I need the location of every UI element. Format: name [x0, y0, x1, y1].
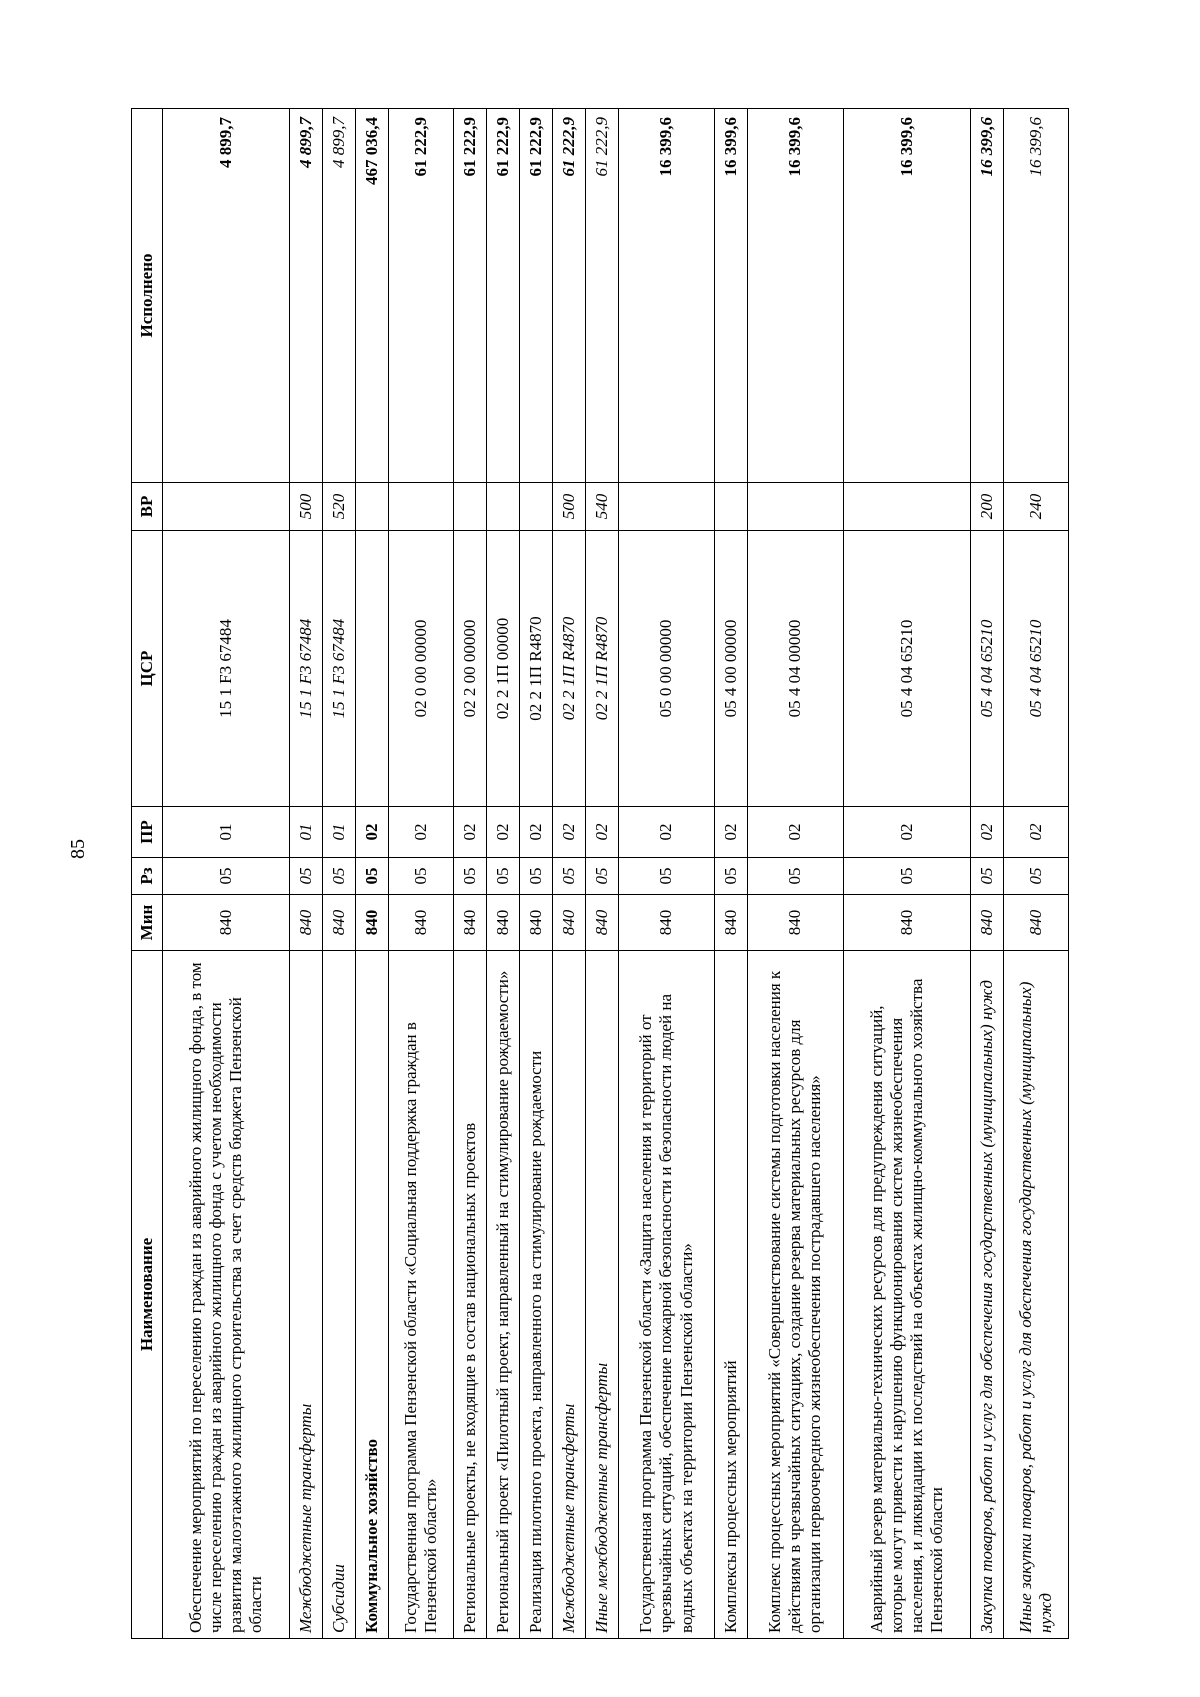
page-number: 85: [67, 839, 89, 859]
cell-vr: 500: [552, 483, 585, 531]
cell-vr: 200: [971, 483, 1004, 531]
cell-name: Реализация пилотного проекта, направленного на стимулирование рождаемости: [519, 951, 552, 1639]
table-row: [356, 109, 389, 1639]
table-row: [290, 109, 323, 1639]
cell-pr: 02: [971, 807, 1004, 858]
cell-name: Региональный проект «Пилотный проект, направленный на стимулирование рождаемости»: [486, 951, 519, 1639]
table-row: [552, 109, 585, 1639]
cell-csr: [356, 531, 389, 807]
cell-vr: [843, 483, 970, 531]
cell-csr: 05 4 04 65210: [1004, 531, 1069, 807]
cell-csr: 02 2 00 00000: [453, 531, 486, 807]
cell-rz: 05: [552, 858, 585, 895]
header-row: [132, 109, 163, 1639]
cell-vr: 240: [1004, 483, 1069, 531]
cell-rz: 05: [389, 858, 453, 895]
cell-min: 840: [843, 895, 970, 951]
cell-min: 840: [1004, 895, 1069, 951]
cell-csr: 15 1 F3 67484: [163, 531, 290, 807]
cell-name: Иные закупки товаров, работ и услуг для обеспечения государственных (муниципальных) нужд: [1004, 951, 1069, 1639]
cell-pr: 02: [486, 807, 519, 858]
cell-name: Обеспечение мероприятий по переселению граждан из аварийного жилищного фонда, в том числе переселению граждан из аварийного жилищного фонда с учетом необходимости развития малоэтажного жилищного строительства за счет средств бюджета Пензенской области: [163, 951, 290, 1639]
cell-executed: 16 399,6: [747, 109, 843, 483]
table-row: [163, 109, 290, 1639]
cell-pr: 02: [552, 807, 585, 858]
cell-rz: 05: [971, 858, 1004, 895]
cell-executed: 16 399,6: [1004, 109, 1069, 483]
cell-vr: [486, 483, 519, 531]
table-row: [619, 109, 715, 1639]
cell-executed: 16 399,6: [714, 109, 747, 483]
header-min: Мин: [132, 895, 163, 951]
cell-rz: 05: [714, 858, 747, 895]
table-row: [486, 109, 519, 1639]
cell-min: 840: [163, 895, 290, 951]
cell-min: 840: [586, 895, 619, 951]
cell-executed: 4 899,7: [163, 109, 290, 483]
cell-rz: 05: [290, 858, 323, 895]
cell-rz: 05: [323, 858, 356, 895]
cell-min: 840: [453, 895, 486, 951]
cell-pr: 01: [163, 807, 290, 858]
header-executed: Исполнено: [132, 109, 163, 483]
cell-pr: 02: [714, 807, 747, 858]
cell-min: 840: [290, 895, 323, 951]
cell-rz: 05: [163, 858, 290, 895]
cell-vr: [747, 483, 843, 531]
table-row: [747, 109, 843, 1639]
cell-executed: 61 222,9: [453, 109, 486, 483]
table-row: [519, 109, 552, 1639]
cell-executed: 16 399,6: [843, 109, 970, 483]
cell-name: Межбюджетные трансферты: [290, 951, 323, 1639]
cell-min: 840: [619, 895, 715, 951]
cell-vr: [714, 483, 747, 531]
cell-csr: 05 4 04 65210: [971, 531, 1004, 807]
cell-csr: 02 0 00 00000: [389, 531, 453, 807]
cell-executed: 16 399,6: [971, 109, 1004, 483]
cell-min: 840: [486, 895, 519, 951]
cell-name: Государственная программа Пензенской области «Социальная поддержка граждан в Пензенской области»: [389, 951, 453, 1639]
cell-name: Государственная программа Пензенской области «Защита населения и территорий от чрезвычайных ситуаций, обеспечение пожарной безопасности и безопасности людей на водных объектах на территории Пензенской области»: [619, 951, 715, 1639]
cell-name: Иные межбюджетные трансферты: [586, 951, 619, 1639]
cell-vr: [519, 483, 552, 531]
cell-rz: 05: [356, 858, 389, 895]
table-row: [843, 109, 970, 1639]
cell-name: Комплексы процессных мероприятий: [714, 951, 747, 1639]
header-name: Наименование: [132, 951, 163, 1639]
cell-csr: 15 1 F3 67484: [323, 531, 356, 807]
cell-executed: 16 399,6: [619, 109, 715, 483]
cell-pr: 02: [747, 807, 843, 858]
cell-min: 840: [714, 895, 747, 951]
cell-vr: [356, 483, 389, 531]
cell-min: 840: [971, 895, 1004, 951]
cell-min: 840: [323, 895, 356, 951]
header-pr: ПР: [132, 807, 163, 858]
cell-rz: 05: [486, 858, 519, 895]
cell-min: 840: [552, 895, 585, 951]
cell-rz: 05: [453, 858, 486, 895]
cell-rz: 05: [1004, 858, 1069, 895]
cell-csr: 02 2 1П R4870: [519, 531, 552, 807]
cell-name: Аварийный резерв материально-технических ресурсов для предупреждения ситуаций, которые могут привести к нарушению функционирования систем жизнеобеспечения населения, и ликвидации их последствий на объектах жилищно-коммунального хозяйства Пензенской области: [843, 951, 970, 1639]
cell-csr: 05 4 00 00000: [714, 531, 747, 807]
cell-name: Коммунальное хозяйство: [356, 951, 389, 1639]
cell-rz: 05: [619, 858, 715, 895]
cell-csr: 05 0 00 00000: [619, 531, 715, 807]
cell-rz: 05: [843, 858, 970, 895]
cell-vr: [163, 483, 290, 531]
cell-vr: [453, 483, 486, 531]
cell-csr: 02 2 1П R4870: [586, 531, 619, 807]
cell-pr: 02: [1004, 807, 1069, 858]
cell-pr: 02: [389, 807, 453, 858]
cell-csr: 02 2 1П R4870: [552, 531, 585, 807]
cell-csr: 15 1 F3 67484: [290, 531, 323, 807]
cell-executed: 61 222,9: [389, 109, 453, 483]
table-row: [323, 109, 356, 1639]
table-row: [586, 109, 619, 1639]
cell-pr: 01: [290, 807, 323, 858]
cell-csr: 05 4 04 00000: [747, 531, 843, 807]
cell-vr: [389, 483, 453, 531]
cell-name: Региональные проекты, не входящие в состав национальных проектов: [453, 951, 486, 1639]
cell-name: Субсидии: [323, 951, 356, 1639]
cell-name: Закупка товаров, работ и услуг для обеспечения государственных (муниципальных) нужд: [971, 951, 1004, 1639]
cell-min: 840: [519, 895, 552, 951]
cell-rz: 05: [519, 858, 552, 895]
cell-min: 840: [356, 895, 389, 951]
cell-vr: [619, 483, 715, 531]
table-row: [453, 109, 486, 1639]
cell-pr: 02: [519, 807, 552, 858]
cell-rz: 05: [586, 858, 619, 895]
cell-pr: 01: [323, 807, 356, 858]
cell-pr: 02: [586, 807, 619, 858]
cell-pr: 02: [453, 807, 486, 858]
table-row: [1004, 109, 1069, 1639]
cell-csr: 02 2 1П 00000: [486, 531, 519, 807]
cell-pr: 02: [843, 807, 970, 858]
cell-executed: 467 036,4: [356, 109, 389, 483]
cell-name: Комплекс процессных мероприятий «Совершенствование системы подготовки населения к действиям в чрезвычайных ситуациях, создание резерва материальных ресурсов для организации первоочередного жизнеобеспечения пострадавшего населения»: [747, 951, 843, 1639]
cell-executed: 4 899,7: [323, 109, 356, 483]
cell-vr: 520: [323, 483, 356, 531]
header-csr: ЦСР: [132, 531, 163, 807]
cell-vr: 540: [586, 483, 619, 531]
cell-vr: 500: [290, 483, 323, 531]
cell-pr: 02: [619, 807, 715, 858]
cell-min: 840: [389, 895, 453, 951]
budget-table: [131, 108, 1069, 1639]
cell-executed: 61 222,9: [486, 109, 519, 483]
cell-executed: 61 222,9: [519, 109, 552, 483]
header-vr: ВР: [132, 483, 163, 531]
cell-executed: 61 222,9: [552, 109, 585, 483]
cell-csr: 05 4 04 65210: [843, 531, 970, 807]
cell-rz: 05: [747, 858, 843, 895]
header-rz: Рз: [132, 858, 163, 895]
cell-executed: 4 899,7: [290, 109, 323, 483]
cell-name: Межбюджетные трансферты: [552, 951, 585, 1639]
table-row: [971, 109, 1004, 1639]
cell-min: 840: [747, 895, 843, 951]
table-row: [714, 109, 747, 1639]
cell-executed: 61 222,9: [586, 109, 619, 483]
rotated-table-wrapper: [131, 109, 1069, 1639]
cell-pr: 02: [356, 807, 389, 858]
table-row: [389, 109, 453, 1639]
